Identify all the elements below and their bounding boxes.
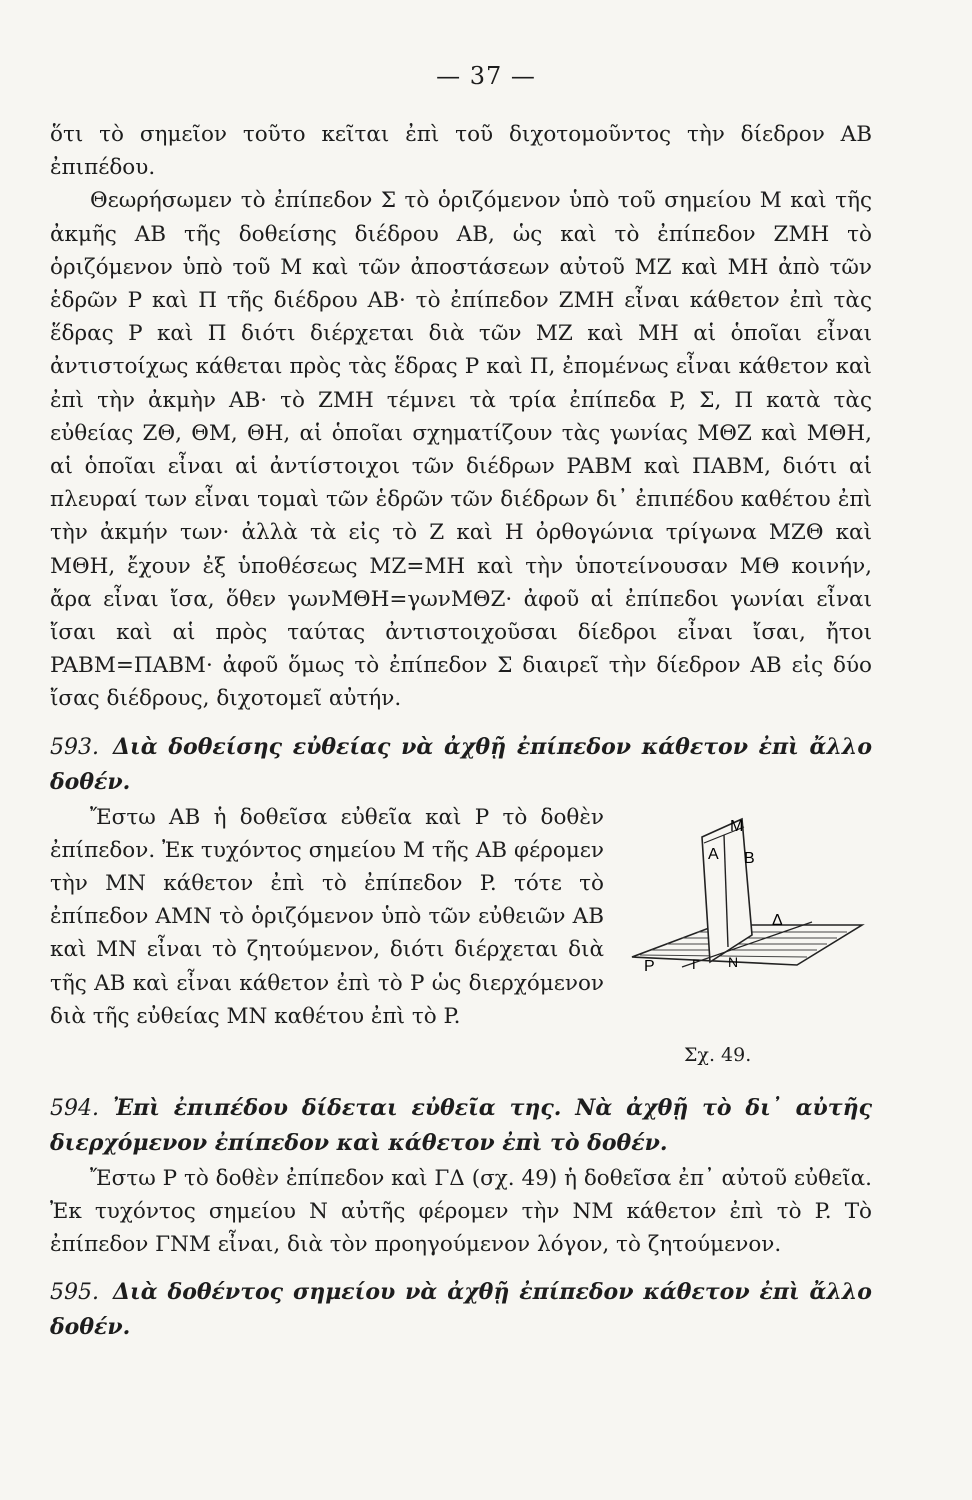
label-a: A [708,845,719,863]
label-b: B [744,849,755,867]
label-gamma: Γ [692,955,700,972]
section-594-number: 594. [50,1095,99,1121]
section-595-heading [50,1275,872,1344]
figure-49-drawing [622,807,872,1027]
section-593-block [50,801,872,1077]
section-594-heading [50,1091,872,1160]
paragraph-continued: ὅτι τὸ σημεῖον τοῦτο κεῖται ἐπὶ τοῦ διχοτομοῦντος τὴν δίεδρον AB ἐπιπέδου. [50,122,872,181]
label-p: P [644,957,655,975]
plane-hatch [640,955,807,957]
label-m: M [730,817,744,835]
figure-49 [622,807,872,1077]
section-594-text: Ἔστω P τὸ δοθὲν ἐπίπεδον καὶ ΓΔ (σχ. 49) ἡ δοθεῖσα ἐπ᾽ αὐτοῦ εὐθεῖα. Ἐκ τυχόντος σημείου N αὐτῆς φέρομεν τὴν NM κάθετον ἐπὶ τὸ P. Τὸ ἐπίπεδον ΓNM εἶναι, διὰ τὸν προηγούμενον λόγον, τὸ ζητούμενον. [50,1165,872,1258]
figure-caption: Σχ. 49. [684,1043,752,1066]
section-593-number: 593. [50,734,99,760]
section-595-number: 595. [50,1280,99,1306]
section-593-heading [50,730,872,799]
page-number: — 37 — [436,62,536,90]
label-delta: Δ [772,911,783,929]
body-text [50,118,872,1346]
section-593-title: Διὰ δοθείσης εὐθείας νὰ ἀχθῇ ἐπίπεδον κάθετον ἐπὶ ἄλλο δοθέν. [50,733,872,795]
label-n: N [728,953,739,970]
paragraph-proof: Θεωρήσωμεν τὸ ἐπίπεδον Σ τὸ ὁριζόμενον ὑπὸ τοῦ σημείου M καὶ τῆς ἀκμῆς AB τῆς δοθείσης διέδρου AB, ὡς καὶ τὸ ἐπίπεδον ZMH τὸ ὁριζόμενον ὑπὸ τοῦ M καὶ τῶν ἀποστάσεων αὐτοῦ MZ καὶ MH ἀπὸ τῶν ἑδρῶν P καὶ Π τῆς διέδρου AB· τὸ ἐπίπεδον ZMH εἶναι κάθετον ἐπὶ τὰς ἕδρας P καὶ Π διότι διέρχεται διὰ τῶν MZ καὶ MH αἱ ὁποῖαι εἶναι ἀντιστοίχως κάθεται πρὸς τὰς ἕδρας P καὶ Π, ἐπομένως εἶναι κάθετον καὶ ἐπὶ τὴν ἀκμὴν AB· τὸ ZMH τέμνει τὰ τρία ἐπίπεδα P, Σ, Π κατὰ τὰς εὐθείας ZΘ, ΘM, ΘH, αἱ ὁποῖαι σχηματίζουν τὰς γωνίας MΘZ καὶ MΘH, αἱ ὁποῖαι εἶναι αἱ ἀντίστοιχοι τῶν διέδρων PABM καὶ ΠABM, διότι αἱ πλευραί των εἶναι τομαὶ τῶν ἑδρῶν τῶν διέδρων δι᾽ ἐπιπέδου καθέτου ἐπὶ τὴν ἀκμήν των· ἀλλὰ τὰ εἰς τὸ Z καὶ H ὀρθογώνια τρίγωνα MZΘ καὶ MΘH, ἔχουν ἐξ ὑποθέσεως MZ=MH καὶ τὴν ὑποτείνουσαν MΘ κοινήν, ἄρα εἶναι ἴσα, ὅθεν γωνMΘH=γωνMΘZ· ἀφοῦ αἱ ἐπίπεδοι γωνίαι εἶναι ἴσαι καὶ αἱ πρὸς ταύτας ἀντιστοιχοῦσαι δίεδροι εἶναι ἴσαι, ἤτοι PABM=ΠABM· ἀφοῦ ὅμως τὸ ἐπίπεδον Σ διαιρεῖ τὴν δίεδρον AB εἰς δύο ἴσας διέδρους, διχοτομεῖ αὐτήν. [50,188,872,712]
section-593-text: Ἔστω AB ἡ δοθεῖσα εὐθεῖα καὶ P τὸ δοθὲν ἐπίπεδον. Ἐκ τυχόντος σημείου M τῆς AB φέρομεν τὴν MN κάθετον ἐπὶ τὸ ἐπίπεδον P. τότε τὸ ἐπίπεδον AMN τὸ ὁριζόμενον ὑπὸ τῶν εὐθειῶν AB καὶ MN εἶναι τὸ ζητούμενον, διότι διέρχεται διὰ τῆς AB καὶ εἶναι κάθετον ἐπὶ τὸ P ὡς διερχόμενον διὰ τῆς εὐθείας MN καθέτου ἐπὶ τὸ P. [50,804,604,1029]
section-594-title: Ἐπὶ ἐπιπέδου δίδεται εὐθεῖα της. Νὰ ἀχθῇ τὸ δι᾽ αὐτῆς διερχόμενον ἐπίπεδον καὶ κάθετον ἐπὶ τὸ δοθέν. [50,1094,872,1156]
section-595-title: Διὰ δοθέντος σημείου νὰ ἀχθῇ ἐπίπεδον κάθετον ἐπὶ ἄλλο δοθέν. [50,1279,872,1341]
